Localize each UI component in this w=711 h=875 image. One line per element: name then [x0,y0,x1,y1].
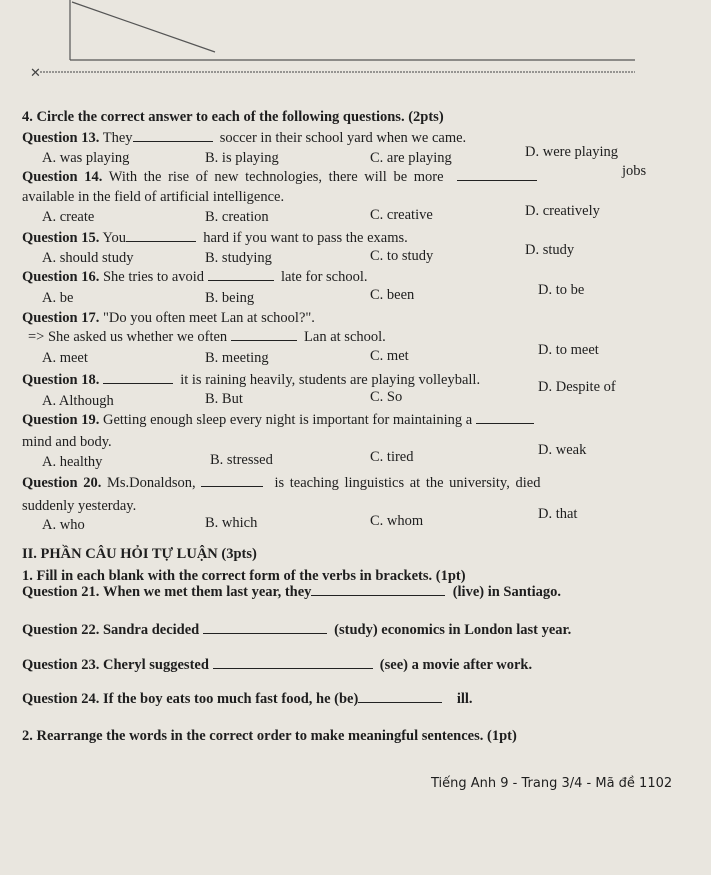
answer-blank[interactable] [231,328,297,341]
option[interactable]: C. been [370,287,415,303]
section4-title: 4. Circle the correct answer to each of the following questions. (2pts) [22,109,444,125]
option[interactable]: A. create [42,209,95,225]
scissor-icon: ✕ [30,65,41,80]
question-18: Question 18. it is raining heavily, students are playing volleyball. [22,372,481,388]
option[interactable]: C. So [370,389,403,405]
option[interactable]: A. who [42,517,85,533]
answer-box-lines [0,0,711,80]
option[interactable]: A. be [42,290,74,306]
part2-title: 2. Rearrange the words in the correct order to make meaningful sentences. (1pt) [22,728,517,744]
question-16: Question 16. She tries to avoid late for school. [22,269,368,285]
page-footer: Tiếng Anh 9 - Trang 3/4 - Mã đề 1102 [431,776,673,791]
answer-blank[interactable] [457,168,537,181]
option[interactable]: D. were playing [525,144,619,160]
option[interactable]: A. Although [42,393,114,409]
option[interactable]: A. should study [42,250,134,266]
option[interactable]: B. being [205,290,255,306]
question-13: Question 13. They soccer in their school yard when we came. [22,130,467,146]
answer-blank[interactable] [208,268,274,281]
answer-blank[interactable] [126,229,196,242]
question-17: Question 17. "Do you often meet Lan at school?". [22,310,315,326]
option[interactable]: D. that [538,506,578,522]
question-23: Question 23. Cheryl suggested (see) a movie after work. [22,657,533,673]
question-19: Question 19. Getting enough sleep every night is important for maintaining a [22,411,534,429]
question-20-cont: suddenly yesterday. [22,498,137,514]
answer-blank[interactable] [213,656,373,669]
option[interactable]: C. to study [370,248,434,264]
answer-blank[interactable] [103,371,173,384]
question-19-cont: mind and body. [22,434,112,450]
option[interactable]: D. to meet [538,342,599,358]
option[interactable]: D. creatively [525,203,600,219]
option[interactable]: C. creative [370,207,433,223]
question-22: Question 22. Sandra decided (study) economics in London last year. [22,622,572,638]
answer-blank[interactable] [133,129,213,142]
question-14-cont: available in the field of artificial intelligence. [22,189,285,205]
option[interactable]: D. study [525,242,575,258]
question-17-cont: => She asked us whether we often Lan at school. [28,329,386,345]
part1-title: 1. Fill in each blank with the correct form of the verbs in brackets. (1pt) [22,568,466,584]
option[interactable]: A. was playing [42,150,130,166]
option[interactable]: C. whom [370,513,424,529]
option[interactable]: B. But [205,391,243,407]
answer-blank[interactable] [358,690,442,703]
answer-blank[interactable] [203,621,327,634]
option[interactable]: A. meet [42,350,88,366]
option[interactable]: B. studying [205,250,272,266]
option[interactable]: C. are playing [370,150,452,166]
answer-blank[interactable] [201,474,263,487]
section2-heading: II. PHẦN CÂU HỎI TỰ LUẬN (3pts) [22,546,257,562]
option[interactable]: B. stressed [210,452,273,468]
answer-blank[interactable] [476,411,534,424]
option[interactable]: B. creation [205,209,269,225]
option[interactable]: A. healthy [42,454,103,470]
question-20: Question 20. Ms.Donaldson, is teaching linguistics at the university, died [22,475,541,491]
option[interactable]: C. met [370,348,409,364]
option[interactable]: B. is playing [205,150,279,166]
option[interactable]: C. tired [370,449,414,465]
option[interactable]: D. weak [538,442,587,458]
answer-blank[interactable] [311,583,445,596]
question-21: Question 21. When we met them last year, they (live) in Santiago. [22,584,562,600]
question-14-tail: jobs [622,163,647,179]
option[interactable]: D. Despite of [538,379,616,395]
question-14: Question 14. With the rise of new technologies, there will be more [22,168,537,186]
question-15: Question 15. You hard if you want to pass the exams. [22,230,408,246]
option[interactable]: D. to be [538,282,585,298]
option[interactable]: B. meeting [205,350,269,366]
question-24: Question 24. If the boy eats too much fast food, he (be) ill. [22,691,473,707]
option[interactable]: B. which [205,515,258,531]
